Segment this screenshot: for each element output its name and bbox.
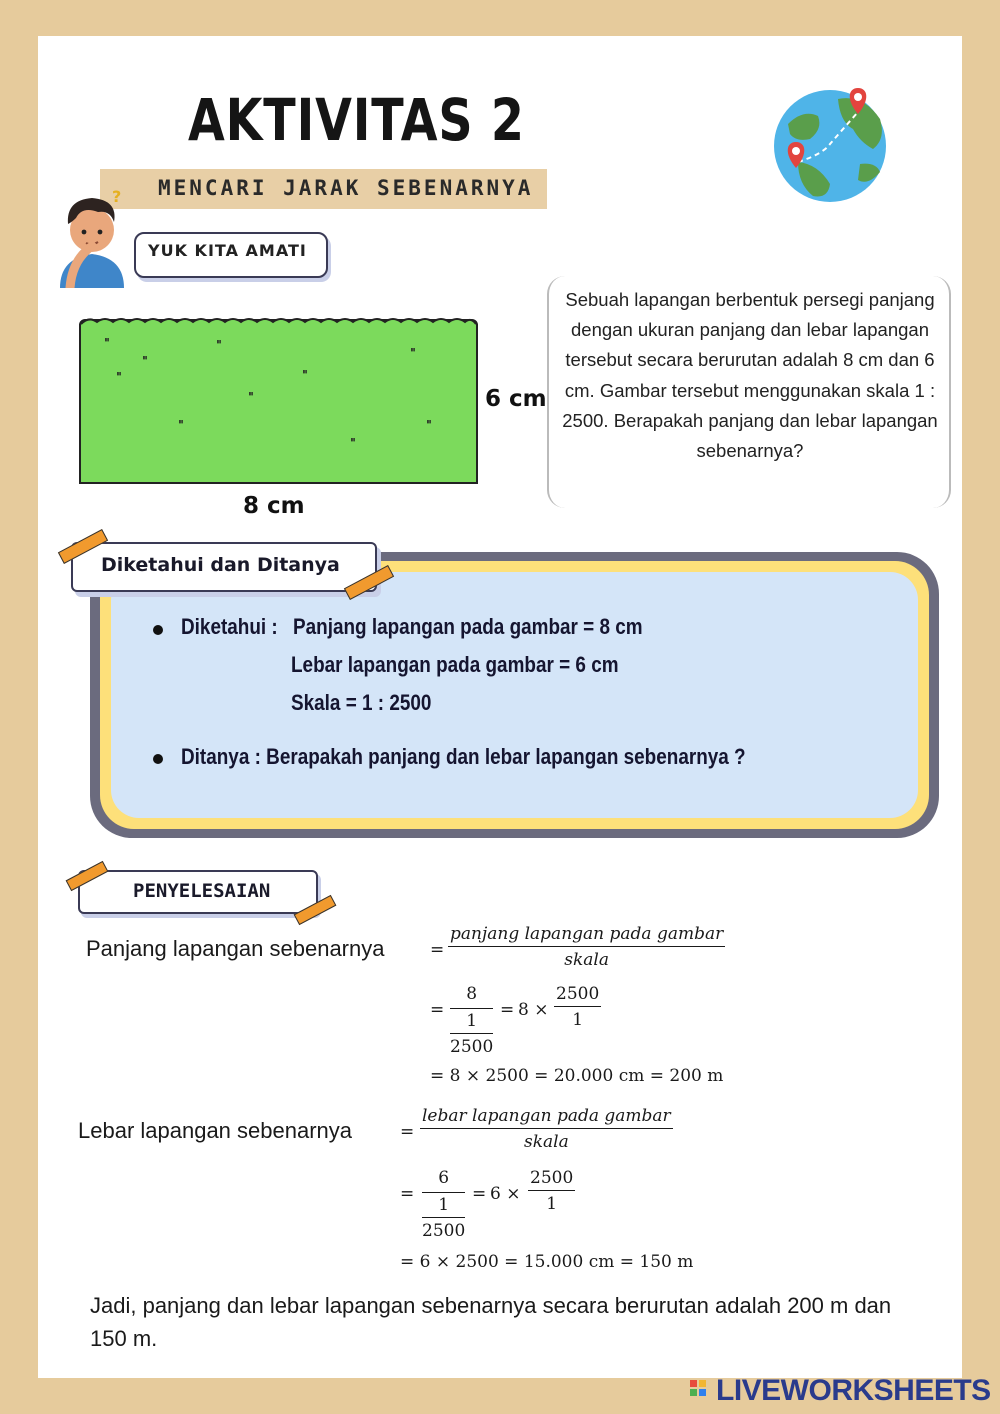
length-value: 8 [450, 984, 493, 1009]
scale-inverse-denominator: 1 [546, 1194, 558, 1214]
solution-title: PENYELESAIAN [133, 880, 271, 902]
grass-tuft: ''' [178, 418, 182, 432]
length-formula-denominator: skala [564, 950, 609, 970]
length-formula [448, 924, 725, 970]
width-dimension-label: 8 cm [243, 493, 305, 519]
width-result: = 6 × 2500 = 15.000 cm = 150 m [400, 1252, 694, 1272]
length-complex-fraction [450, 984, 493, 1057]
length-formula-numerator: panjang lapangan pada gambar [448, 924, 725, 947]
known-box [111, 572, 918, 818]
equals-sign: = [400, 1122, 415, 1142]
width-formula-numerator: lebar lapangan pada gambar [420, 1106, 673, 1129]
width-complex-fraction [422, 1168, 465, 1241]
grass-tuft: ''' [248, 390, 252, 404]
scale-inverse-denominator: 1 [572, 1010, 584, 1030]
grass-tuft: ''' [350, 436, 354, 450]
length-multiplier: 8 × [518, 1000, 549, 1020]
width-formula-denominator: skala [523, 1132, 569, 1152]
grass-tuft: ''' [410, 346, 414, 360]
asked-text: Ditanya : Berapakah panjang dan lebar lapangan sebenarnya ? [181, 744, 746, 769]
width-value: 6 [422, 1168, 465, 1193]
scale-inverse-fraction [554, 984, 601, 1030]
height-dimension-label: 6 cm [485, 386, 547, 412]
scale-inverse-numerator: 2500 [554, 984, 601, 1007]
grass-tuft: ''' [302, 368, 306, 382]
known-section-title: Diketahui dan Ditanya [101, 554, 340, 576]
known-label: Diketahui : [181, 614, 278, 639]
equals-sign: = [430, 1000, 445, 1020]
scale-denominator: 2500 [450, 1037, 494, 1057]
equals-sign: = [430, 940, 445, 960]
svg-text:?: ? [112, 188, 122, 206]
scale-numerator: 1 [422, 1195, 465, 1218]
field-rectangle [79, 319, 478, 484]
problem-statement: Sebuah lapangan berbentuk persegi panjang dengan ukuran panjang dan lebar lapangan tersebut secara berurutan adalah 8 cm dan 6 cm. Gambar tersebut menggunakan skala 1 : 2500. Berapakah panjang dan lebar lapangan sebenarnya? [562, 289, 938, 462]
known-item: Panjang lapangan pada gambar = 8 cm [293, 614, 643, 639]
thinking-boy-icon [52, 188, 132, 288]
scale-denominator: 2500 [422, 1221, 466, 1241]
scale-inverse-numerator: 2500 [528, 1168, 575, 1191]
grass-tuft: ''' [142, 354, 146, 368]
width-multiplier: 6 × [490, 1184, 521, 1204]
equals-sign: = [472, 1184, 487, 1204]
page-subtitle: MENCARI JARAK SEBENARNYA [158, 176, 534, 200]
liveworksheets-logo-icon [690, 1380, 716, 1402]
width-label: Lebar lapangan sebenarnya [78, 1118, 353, 1143]
grass-tuft: ''' [426, 418, 430, 432]
width-formula [420, 1106, 673, 1152]
liveworksheets-brand[interactable]: LIVEWORKSHEETS [716, 1374, 991, 1407]
globe-map-icon [768, 84, 896, 208]
page-title: AKTIVITAS 2 [188, 86, 525, 154]
grass-tuft: ''' [104, 336, 108, 350]
known-item: Skala = 1 : 2500 [291, 690, 432, 715]
scale-inverse-fraction [528, 1168, 575, 1214]
grass-tuft: ''' [116, 370, 120, 384]
length-label: Panjang lapangan sebenarnya [86, 936, 385, 961]
bullet-dot [153, 754, 163, 764]
length-result: = 8 × 2500 = 20.000 cm = 200 m [430, 1066, 724, 1086]
observe-label: YUK KITA AMATI [148, 241, 307, 260]
equals-sign: = [400, 1184, 415, 1204]
worksheet-page [38, 36, 962, 1378]
conclusion-text: Jadi, panjang dan lebar lapangan sebenarnya secara berurutan adalah 200 m dan 150 m. [90, 1293, 892, 1351]
equals-sign: = [500, 1000, 515, 1020]
bullet-dot [153, 625, 163, 635]
scale-numerator: 1 [450, 1011, 493, 1034]
known-item: Lebar lapangan pada gambar = 6 cm [291, 652, 619, 677]
grass-edge [79, 314, 478, 326]
grass-tuft: ''' [216, 338, 220, 352]
